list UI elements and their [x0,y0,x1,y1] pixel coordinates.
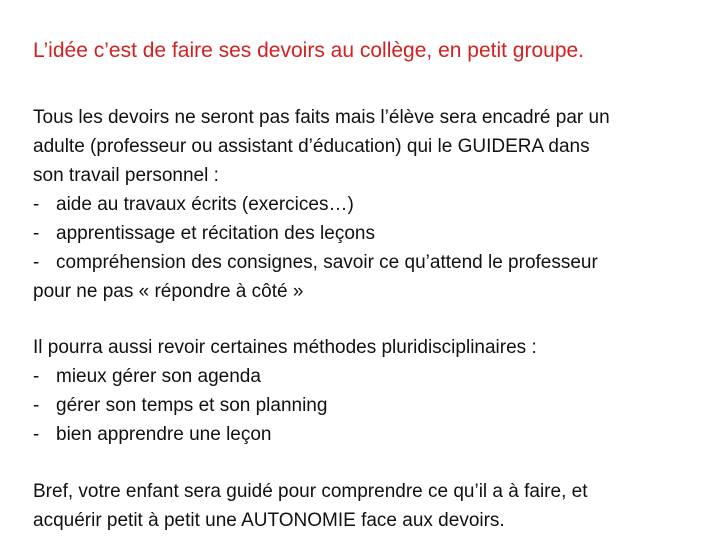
text-line: adulte (professeur ou assistant d’éducation) qui le GUIDERA dans [33,136,590,157]
text-line: acquérir petit à petit une AUTONOMIE face aux devoirs. [33,510,505,531]
bullet-text: aide au travaux écrits (exercices…) [56,194,354,215]
bullet-text: apprentissage et récitation des leçons [56,223,375,244]
bullet-dash: - [33,424,40,445]
bullet-text: bien apprendre une leçon [56,424,272,445]
text-line: Bref, votre enfant sera guidé pour comprendre ce qu’il a à faire, et [33,481,588,502]
bullet-item [33,420,708,449]
bullet-dash: - [33,223,40,244]
bullet-dash: - [33,194,40,215]
bullet-dash: - [33,252,40,273]
bullet-dash: - [33,395,40,416]
bullet-item [33,391,708,420]
bullet-item [33,219,708,248]
bullet-dash: - [33,366,40,387]
bullet-text: compréhension des consignes, savoir ce qu’attend le professeur [56,252,598,273]
bullet-item [33,362,708,391]
text-line: son travail personnel : [33,165,219,186]
text-line: Tous les devoirs ne seront pas faits mais l’élève sera encadré par un [33,107,610,128]
text-line: Il pourra aussi revoir certaines méthodes pluridisciplinaires : [33,337,537,358]
slide-title: L’idée c’est de faire ses devoirs au collège, en petit groupe. [33,39,585,62]
bullet-text: gérer son temps et son planning [56,395,328,416]
text-line: pour ne pas « répondre à côté » [33,281,304,302]
paragraph-guidance [33,103,708,306]
bullet-text: mieux gérer son agenda [56,366,261,387]
bullet-item [33,248,708,277]
paragraph-conclusion [33,477,708,535]
paragraph-methods [33,333,708,449]
bullet-item [33,190,708,219]
